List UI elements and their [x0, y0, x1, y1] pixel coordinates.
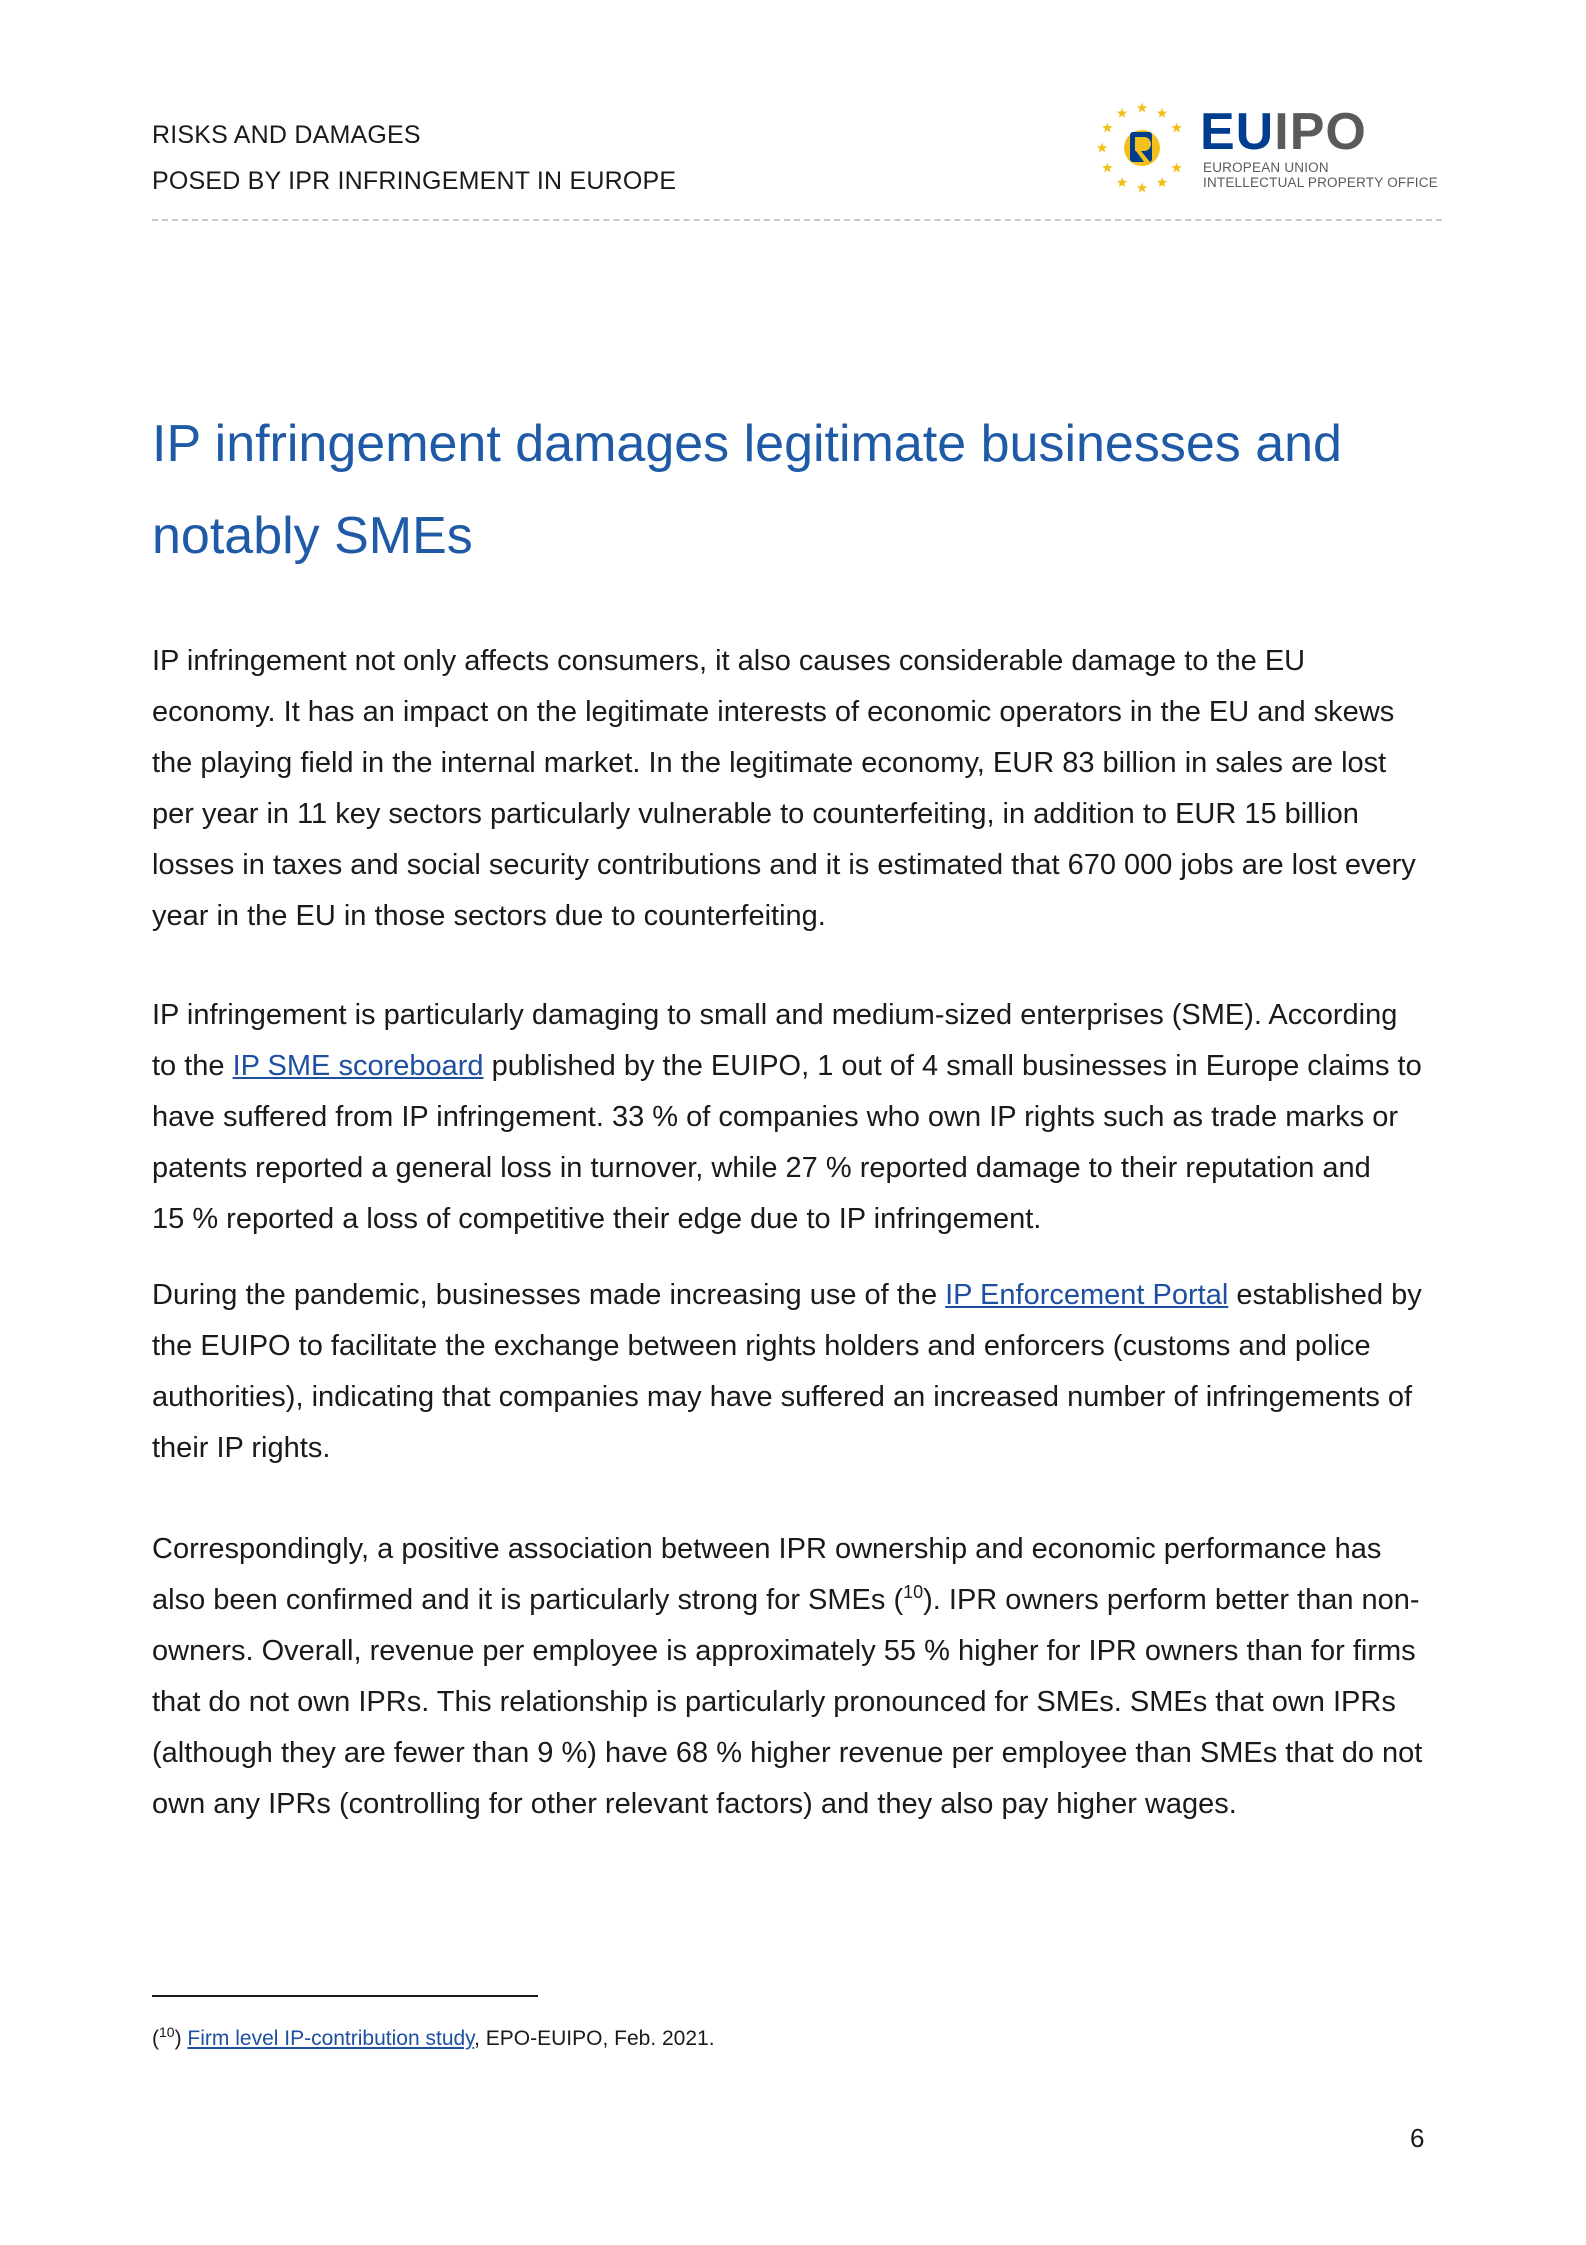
euipo-logo — [1092, 98, 1452, 198]
emblem-star — [1102, 123, 1112, 133]
paragraph-ipr-performance: Correspondingly, a positive association between IPR ownership and economic performance has also been confirmed and it is particularly strong for SMEs ($^{10}$). IPR owners perform better than non- owners. Overall, revenue per employee is approximately 55 % higher for IPR owners than for firms that do not own IPRs. This relationship is particularly pronounced for SMEs. SMEs that own IPRs (although they are fewer than 9 %) have 68 % higher revenue per employee than SMEs that do not own any IPRs (controlling for other relevant factors) and they also pay higher wages. — [152, 1533, 1423, 1820]
paragraph-sme-damage: IP infringement is particularly damaging to small and medium-sized enterprises (SME). According to the IP SME scoreboard published by the EUIPO, 1 out of 4 small businesses in Europe claims to have suffered from IP infringement. 33 % of companies who own IP rights such as trade marks or patents reported a general loss in turnover, while 27 % reported damage to their reputation and 15 % reported a loss of competitive their edge due to IP infringement. — [152, 999, 1422, 1235]
emblem-star — [1117, 177, 1127, 187]
emblem-star — [1171, 123, 1181, 133]
emblem-star — [1117, 108, 1127, 118]
footnote-divider — [152, 1995, 538, 1997]
logo-subtitle: EUROPEAN UNION INTELLECTUAL PROPERTY OFFICE — [1203, 160, 1438, 190]
footnote: ($^{10}$) Firm level IP-contribution study, EPO-EUIPO, Feb. 2021. — [152, 2024, 715, 2050]
page-number: 6 — [1410, 2123, 1425, 2153]
firm-level-study-link[interactable]: Firm level IP-contribution study — [187, 2027, 475, 2050]
footnote-reference[interactable]: 10 — [903, 1582, 924, 1602]
header-line-1: RISKS AND DAMAGES — [152, 121, 421, 149]
ip-enforcement-portal-link[interactable]: IP Enforcement Portal — [945, 1279, 1229, 1311]
header-line-2: POSED BY IPR INFRINGEMENT IN EUROPE — [152, 167, 677, 195]
ip-sme-scoreboard-link[interactable]: IP SME scoreboard — [232, 1050, 484, 1082]
emblem-star — [1102, 163, 1112, 173]
paragraph-consumers-economy: IP infringement not only affects consumers, it also causes considerable damage to the EU economy. It has an impact on the legitimate interests of economic operators in the EU and skews the playing field in the internal market. In the legitimate economy, EUR 83 billion in sales are lost per year in 11 key sectors particularly vulnerable to counterfeiting, in addition to EUR 15 billion losses in taxes and social security contributions and it is estimated that 670 000 jobs are lost every year in the EU in those sectors due to counterfeiting. — [152, 645, 1416, 932]
page-header — [152, 103, 1442, 222]
euipo-emblem-icon — [1092, 98, 1192, 198]
emblem-star — [1171, 163, 1181, 173]
emblem-star — [1097, 143, 1107, 153]
emblem-star — [1157, 108, 1167, 118]
page-title: IP infringement damages legitimate businesses and notably SMEs — [152, 415, 1342, 565]
header-title — [152, 112, 676, 204]
emblem-star — [1137, 183, 1147, 193]
emblem-star — [1157, 177, 1167, 187]
paragraph-pandemic: During the pandemic, businesses made increasing use of the IP Enforcement Portal established by the EUIPO to facilitate the exchange between rights holders and enforcers (customs and police authorities), indicating that companies may have suffered an increased number of infringements of their IP rights. — [152, 1279, 1422, 1464]
emblem-star — [1137, 103, 1147, 113]
header-divider — [152, 219, 1442, 221]
logo-wordmark: EUIPO — [1200, 103, 1367, 161]
